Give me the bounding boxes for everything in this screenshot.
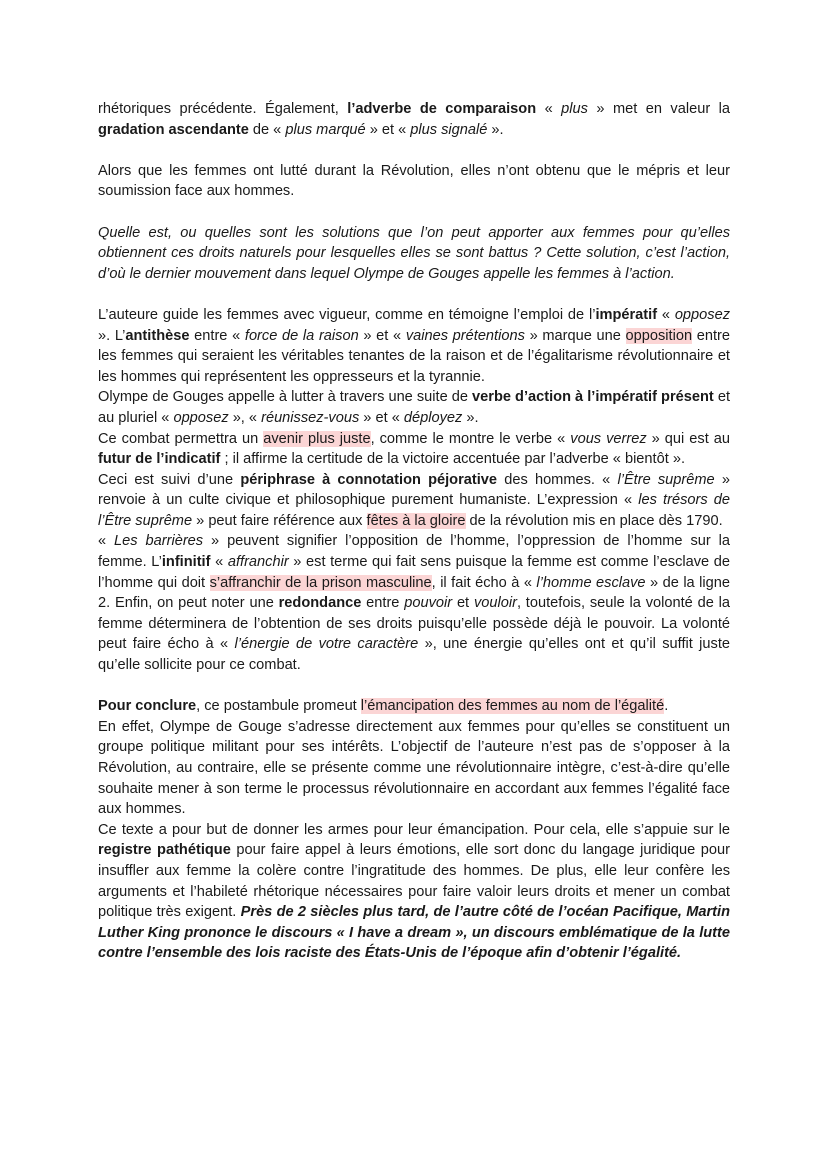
text: .: [664, 698, 669, 715]
text: de «: [248, 121, 286, 138]
text: rhétoriques précédente. Également,: [98, 101, 348, 117]
quote: pouvoir: [404, 595, 453, 612]
paragraph-gap: [98, 284, 730, 305]
text: », «: [228, 409, 262, 426]
bold-term: registre pathétique: [98, 842, 231, 859]
text: », une énergie qu’elles ont et qu’il suffit juste qu’elle sollicite pour ce combat.: [98, 636, 730, 674]
text: ; il affirme la certitude de la victoire accentuée par l’adverbe « bientôt ».: [220, 451, 685, 468]
bold-term: gradation ascendante: [98, 121, 249, 138]
text: pour faire appel à leurs émotions, elle sort donc du langage juridique pour insuffler aux femme la colère contre l’ingratitude des hommes. De plus, elle leur confère les arguments et l’habileté rhétorique nécessaires pour faire valoir leurs droits et mener un combat politique très exigent.: [98, 842, 730, 921]
paragraph-problematic: [98, 223, 730, 285]
text: , il fait écho à «: [431, 574, 537, 591]
bold-term: infinitif: [161, 554, 211, 571]
text: «: [536, 101, 562, 117]
paragraph-transition: Alors que les femmes ont lutté durant la Révolution, elles n’ont obtenu que le mépris et leur soumission face aux hommes.: [98, 162, 730, 200]
text: Ce texte a pour but de donner les armes pour leur émancipation. Pour cela, elle s’appuie sur le: [98, 821, 730, 838]
quote: plus marqué: [285, 121, 366, 138]
quote: plus: [561, 101, 588, 117]
paragraph-conclusion-body: En effet, Olympe de Gouge s’adresse directement aux femmes pour qu’elles se constituent un groupe politique militant pour ses intérêts. L’objectif de l’auteure n’est pas de s’opposer à la Révolution, au contraire, elle se présente comme une révolutionnaire intègre, c’est-à-dire qu’elle souhaite mener à son terme le processus révolutionnaire en accordant aux femmes l’égalité face aux hommes.: [98, 718, 730, 818]
quote: réunissez-vous: [261, 409, 360, 426]
highlight: l’émancipation des femmes au nom de l’égalité: [360, 698, 665, 715]
italic-text: Quelle est, ou quelles sont les solutions que l’on peut apporter aux femmes pour qu’elles obtiennent ces droits naturels pour lesquelles elles se sont battus ? Cette solution, c’est l’action, d’où le dernier mouvement dans lequel Olympe de Gouges appelle les femmes à l’action.: [98, 224, 730, 282]
quote: déployez: [403, 409, 463, 426]
paragraph-gradation: [98, 99, 730, 140]
text: » et «: [358, 327, 406, 344]
text: » qui est au: [646, 430, 730, 447]
text: » peut faire référence aux: [192, 512, 367, 529]
text: et au pluriel «: [98, 389, 730, 426]
highlight: avenir plus juste: [263, 430, 371, 447]
text: » et «: [359, 409, 404, 426]
text: » met en valeur la: [587, 101, 730, 117]
bold-term: Pour conclure: [98, 698, 197, 715]
paragraph-periphrase: [98, 470, 730, 532]
highlight: fêtes à la gloire: [366, 512, 466, 529]
text: ». L’: [98, 327, 126, 344]
text: «: [657, 306, 675, 323]
text: » de la ligne 2. Enfin, on peut noter une: [98, 574, 730, 612]
text: Olympe de Gouges appelle à lutter à travers une suite de: [98, 389, 473, 406]
paragraph-future: [98, 429, 730, 470]
text: de la révolution mis en place dès 1790.: [465, 512, 723, 529]
text: Ce combat permettra un: [98, 430, 264, 447]
quote: les trésors de l’Être suprême: [98, 492, 731, 529]
text: et: [452, 595, 474, 612]
text: , comme le montre le verbe «: [370, 430, 571, 447]
quote: force de la raison: [244, 327, 359, 344]
quote: l’homme esclave: [536, 574, 646, 591]
highlight: opposition: [625, 327, 693, 344]
bold-term: futur de l’indicatif: [98, 451, 221, 468]
text: » et «: [365, 121, 411, 138]
quote: l’énergie de votre caractère: [234, 636, 419, 653]
text: » est terme qui fait sens puisque la femme est comme l’esclave de l’homme qui doit: [98, 554, 730, 591]
text: L’auteure guide les femmes avec vigueur, comme en témoigne l’emploi de l’: [98, 306, 596, 323]
quote: opposez: [173, 409, 229, 426]
bold-term: l’adverbe de comparaison: [347, 101, 537, 117]
paragraph-gap: [98, 140, 730, 161]
text: Ceci est suivi d’une: [98, 471, 241, 488]
paragraph-conclusion-opening: [98, 820, 730, 964]
quote: affranchir: [227, 554, 289, 571]
quote: Les barrières: [114, 533, 204, 550]
text: entre: [361, 595, 405, 612]
quote: l’Être suprême: [617, 471, 715, 488]
paragraph-barriers: [98, 531, 730, 675]
quote: opposez: [674, 306, 730, 323]
bold-italic-text: Près de 2 siècles plus tard, de l’autre côté de l’océan Pacifique, Martin Luther King prononce le discours « I have a dream », un discours emblématique de la lutte contre l’ensemble des lois raciste des États-Unis de l’époque afin d’obtenir l’égalité.: [98, 904, 731, 962]
text: ».: [462, 409, 479, 426]
bold-term: antithèse: [125, 327, 190, 344]
text: , ce postambule promeut: [196, 698, 361, 715]
paragraph-conclusion-intro: [98, 696, 730, 717]
paragraph-action-verbs: [98, 387, 730, 428]
text: » renvoie à un culte civique et philosophique purement humaniste. L’expression «: [98, 471, 730, 509]
quote: vous verrez: [570, 430, 647, 447]
quote: vaines prétentions: [405, 327, 525, 344]
text: , toutefois, seule la volonté de la femme déterminera de l’obtention de ses droits puisqu’elle possède déjà le pouvoir. La volonté peut faire écho à «: [98, 595, 730, 653]
paragraph-imperative: [98, 305, 730, 387]
text: «: [210, 554, 228, 571]
bold-term: redondance: [278, 595, 362, 612]
text: «: [98, 533, 115, 550]
quote: plus signalé: [410, 121, 488, 138]
text: » peuvent signifier l’opposition de l’homme, l’oppression de l’homme sur la femme. L’: [98, 533, 730, 571]
text: des hommes. «: [497, 471, 618, 488]
text: » marque une: [524, 327, 626, 344]
highlight: s’affranchir de la prison masculine: [209, 574, 432, 591]
bold-term: périphrase à connotation péjorative: [240, 471, 498, 488]
text: entre les femmes qui seraient les véritables tenantes de la raison et de l’égalitarisme révolutionnaire et les hommes qui représentent les oppresseurs et la tyrannie.: [98, 327, 731, 385]
bold-term: impératif: [595, 306, 658, 323]
paragraph-gap: [98, 202, 730, 223]
text: entre «: [189, 327, 245, 344]
bold-term: verbe d’action à l’impératif présent: [472, 389, 714, 406]
text: ».: [487, 121, 504, 138]
paragraph-gap: [98, 676, 730, 697]
quote: vouloir: [473, 595, 517, 612]
